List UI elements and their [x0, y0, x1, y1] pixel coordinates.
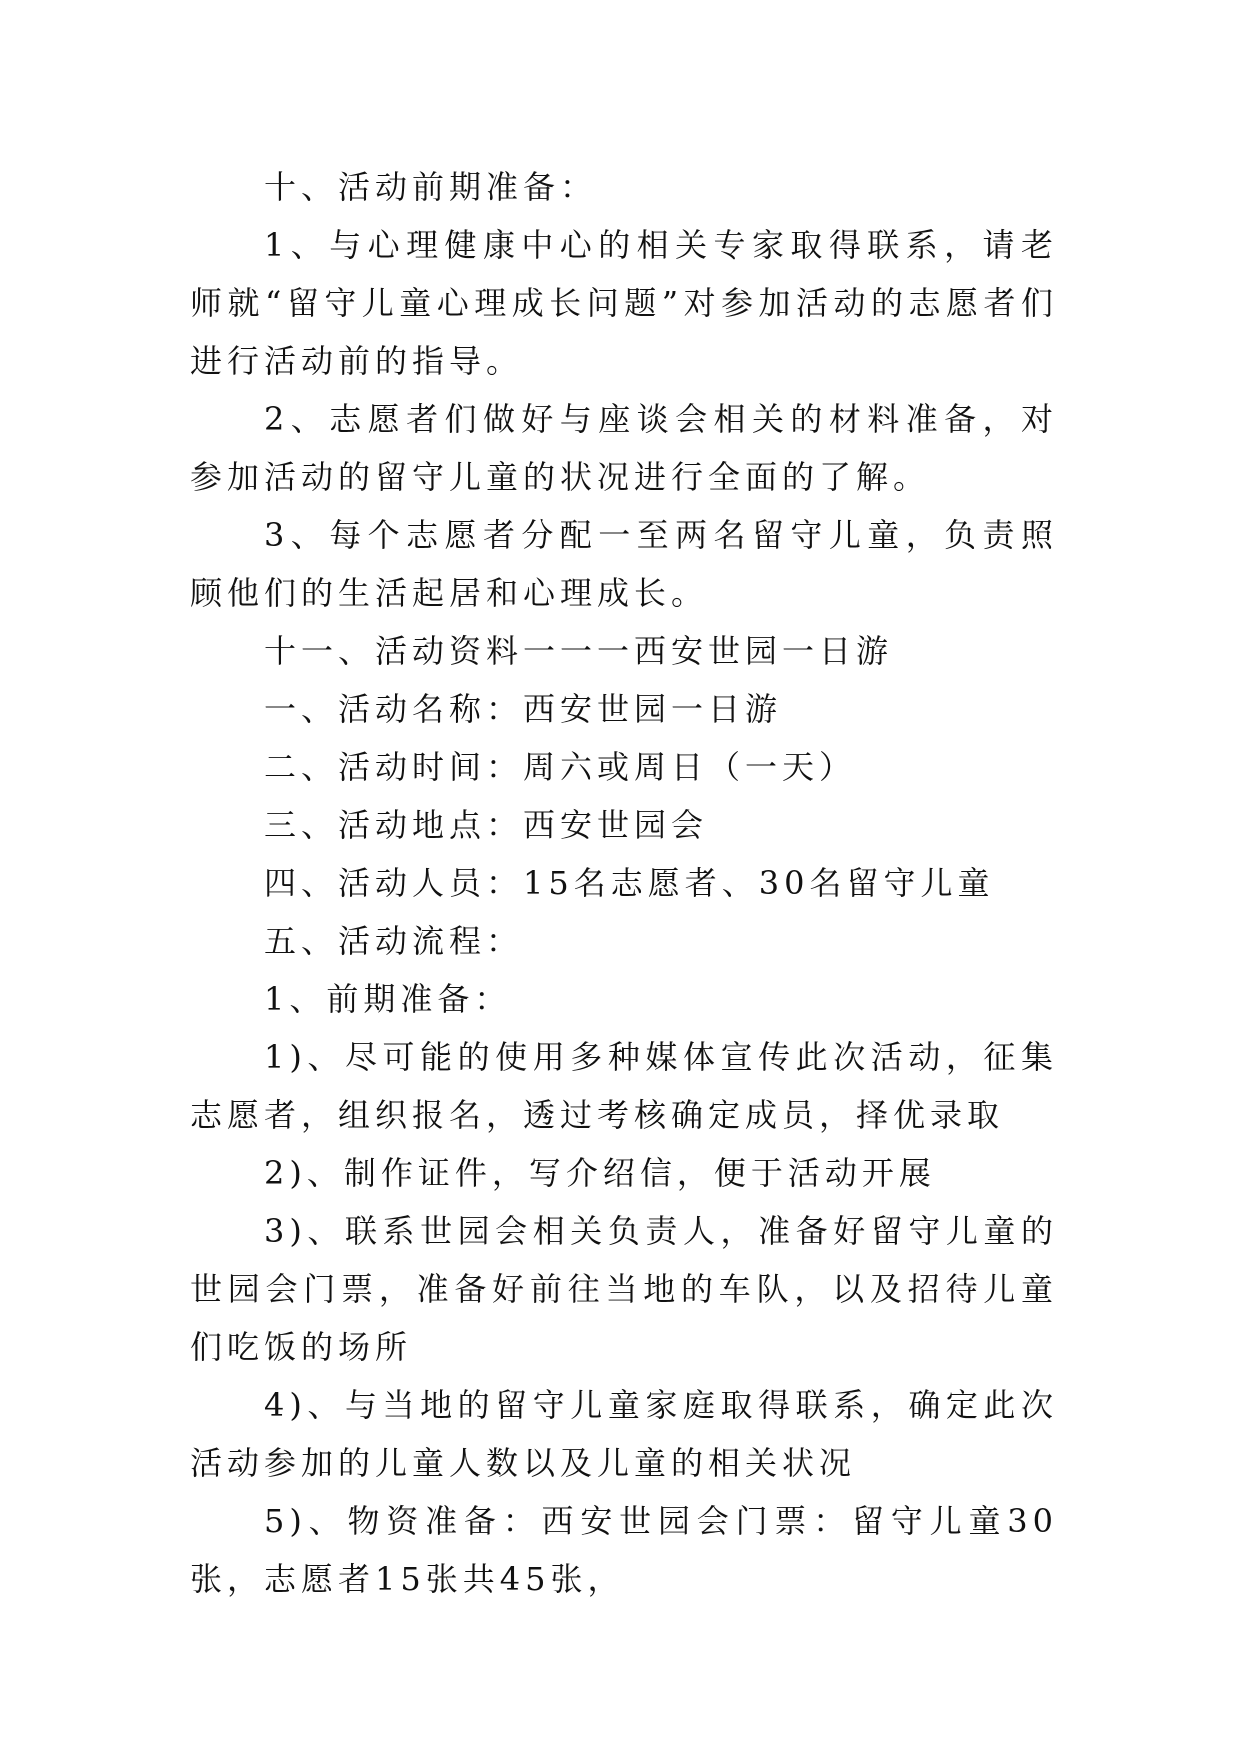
paragraph-materials: 2、志愿者们做好与座谈会相关的材料准备，对参加活动的留守儿童的状况进行全面的了解。: [190, 400, 1058, 496]
list-item-contact-expo: 3)、联系世园会相关负责人，准备好留守儿童的世园会门票，准备好前往当地的车队，以及招待儿童们吃饭的场所: [190, 1212, 1058, 1366]
list-item-supplies: 5)、物资准备：西安世园会门票：留守儿童30张，志愿者15张共45张，: [190, 1502, 1058, 1598]
section-heading-activity-info: 十一、活动资料一一一西安世园一日游: [264, 632, 894, 670]
activity-participants: 四、活动人员：15名志愿者、30名留守儿童: [264, 864, 995, 902]
list-item-contact-families: 4)、与当地的留守儿童家庭取得联系，确定此次活动参加的儿童人数以及儿童的相关状况: [190, 1386, 1058, 1482]
pre-preparation-heading: 1、前期准备：: [264, 980, 512, 1018]
activity-name: 一、活动名称：西安世园一日游: [264, 690, 783, 728]
paragraph-volunteer-assignment: 3、每个志愿者分配一至两名留守儿童，负责照顾他们的生活起居和心理成长。: [190, 516, 1058, 612]
document-body: [190, 158, 1058, 1608]
activity-location: 三、活动地点：西安世园会: [264, 806, 709, 844]
activity-time: 二、活动时间：周六或周日（一天）: [264, 748, 857, 786]
list-item-publicity: 1)、尽可能的使用多种媒体宣传此次活动，征集志愿者，组织报名，透过考核确定成员，择优录取: [190, 1038, 1058, 1134]
section-heading-preparation: 十、活动前期准备：: [264, 168, 598, 206]
list-item-certificates: 2)、制作证件，写介绍信，便于活动开展: [264, 1154, 936, 1192]
activity-process-heading: 五、活动流程：: [264, 922, 524, 960]
paragraph-expert-contact: 1、与心理健康中心的相关专家取得联系，请老师就“留守儿童心理成长问题”对参加活动的志愿者们进行活动前的指导。: [190, 226, 1058, 380]
